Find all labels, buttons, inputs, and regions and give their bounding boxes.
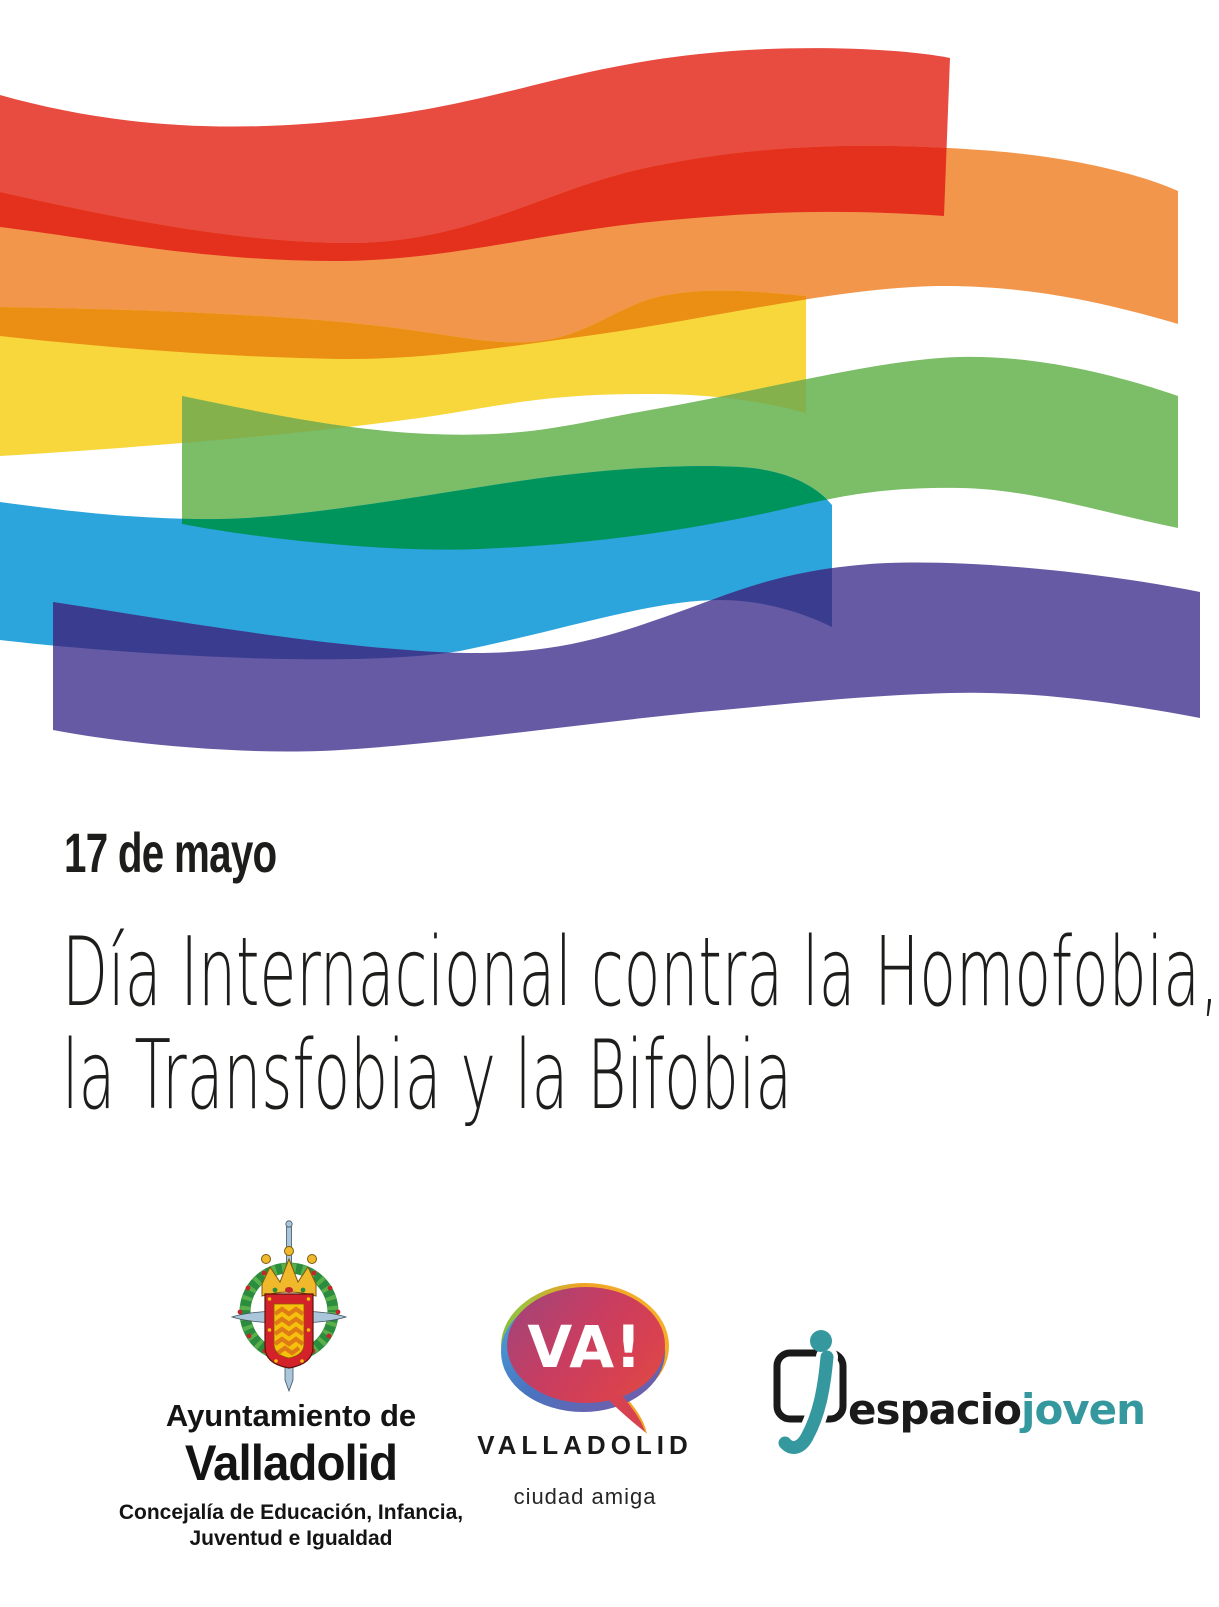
va-bubble-text: VA! (527, 1313, 643, 1381)
ayuntamiento-prefix: Ayuntamiento de (165, 1398, 417, 1433)
title-line-2: la Transfobia y la Bifobia (62, 1021, 793, 1131)
ayuntamiento-dept-line1: Concejalía de Educación, Infancia, (118, 1501, 464, 1524)
title-line-1: Día Internacional contra la Homofobia, (62, 918, 1219, 1028)
espacio-joven-logo (748, 1316, 1146, 1486)
espacio-joven-j-dot (810, 1330, 832, 1352)
espacio-word: espacio (848, 1385, 1022, 1434)
ayuntamiento-dept-line2: Juventud e Igualdad (189, 1527, 393, 1550)
espacio-joven-wordmark (848, 1385, 1145, 1434)
ayuntamiento-name: Valladolid (184, 1435, 398, 1491)
va-speech-bubble-icon (485, 1248, 685, 1448)
va-tagline: ciudad amiga (513, 1484, 657, 1509)
ayuntamiento-coat-of-arms-icon (224, 1212, 354, 1402)
pride-flag-graphic (0, 0, 1200, 790)
joven-word: joven (1021, 1385, 1146, 1434)
ayuntamiento-logo-text (105, 1398, 477, 1552)
va-city-label: VALLADOLID (477, 1430, 693, 1460)
date-heading: 17 de mayo (64, 821, 277, 884)
poster-title (62, 918, 1219, 1131)
